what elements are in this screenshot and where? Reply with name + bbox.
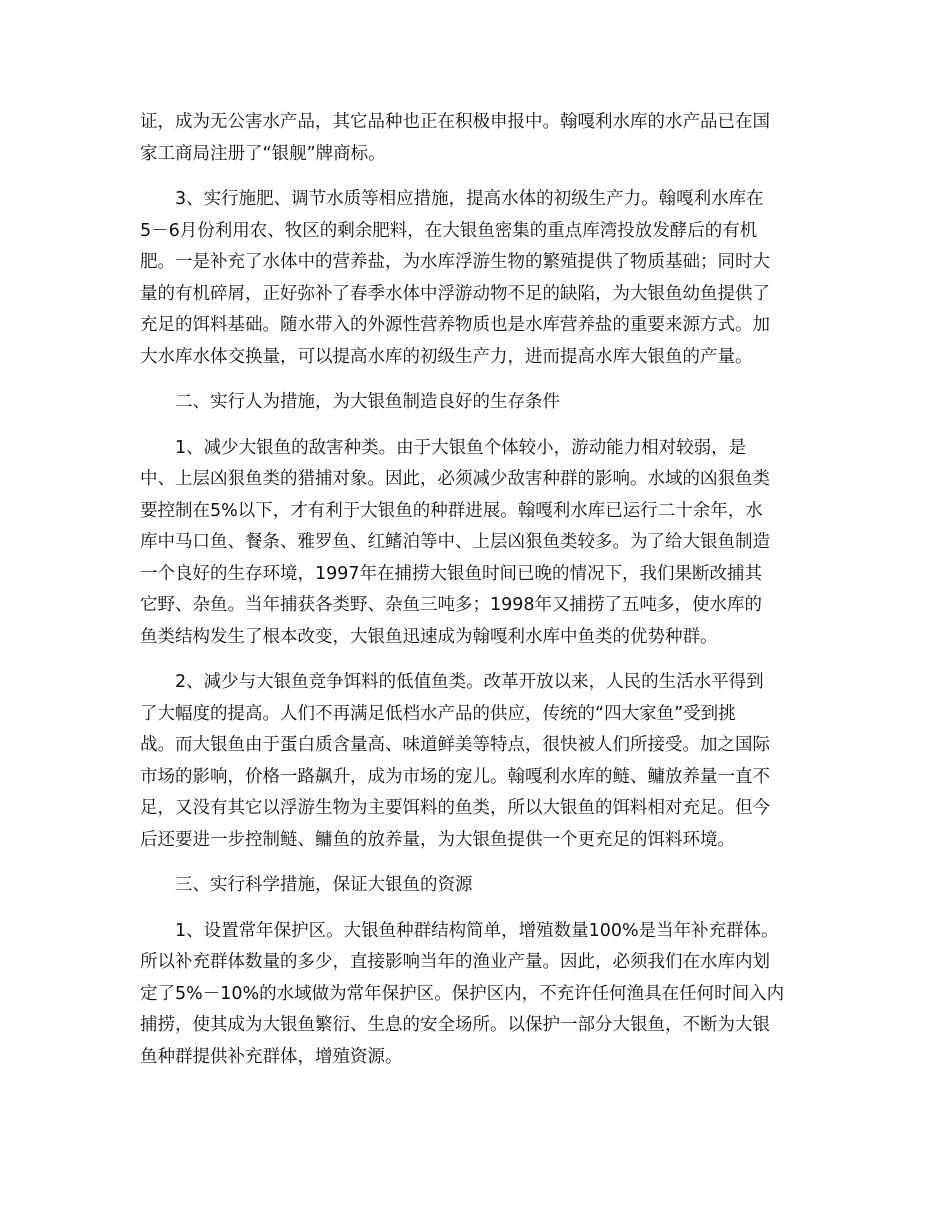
text-line: 证，成为无公害水产品，其它品种也正在积极申报中。翰嘎利水库的水产品已在国 — [140, 112, 770, 132]
paragraph-reduce-predators — [140, 433, 820, 654]
text-line: 量的有机碎屑，正好弥补了春季水体中浮游动物不足的缺陷，为大银鱼幼鱼提供了 — [140, 283, 770, 304]
text-line: 它野、杂鱼。当年捕获各类野、杂鱼三吨多；1998年又捕捞了五吨多，使水库的 — [140, 595, 763, 615]
text-line: 1、减少大银鱼的敌害种类。由于大银鱼个体较小，游动能力相对较弱，是 — [175, 437, 747, 458]
text-line: 鱼种群提供补充群体，增殖资源。 — [140, 1046, 403, 1067]
text-line: 1、设置常年保护区。大银鱼种群结构简单，增殖数量100%是当年补充群体。 — [175, 920, 779, 941]
document-body — [140, 107, 820, 1087]
text-line: 三、实行科学措施，保证大银鱼的资源 — [175, 875, 473, 895]
text-line: 足，又没有其它以浮游生物为主要饵料的鱼类，所以大银鱼的饵料相对充足。但今 — [140, 798, 770, 818]
section-heading-three — [140, 870, 820, 902]
paragraph-continuation — [140, 107, 820, 170]
text-line: 捕捞，使其成为大银鱼繁衍、生息的安全场所。以保护一部分大银鱼，不断为大银 — [140, 1015, 770, 1035]
text-line: 库中马口鱼、餐条、雅罗鱼、红鳍泊等中、上层凶狠鱼类较多。为了给大银鱼制造 — [140, 532, 770, 552]
text-line: 了大幅度的提高。人们不再满足低档水产品的供应，传统的“四大家鱼”受到挑 — [140, 703, 736, 724]
text-line: 所以补充群体数量的多少，直接影响当年的渔业产量。因此，必须我们在水库内划 — [140, 952, 770, 972]
text-line: 要控制在5%以下，才有利于大银鱼的种群进展。翰嘎利水库已运行二十余年，水 — [140, 500, 763, 521]
text-line: 中、上层凶狠鱼类的猎捕对象。因此，必须减少敌害种群的影响。水域的凶狠鱼类 — [140, 469, 770, 489]
text-line: 5－6月份利用农、牧区的剩余肥料，在大银鱼密集的重点库湾投放发酵后的有机 — [140, 220, 758, 241]
paragraph-reduce-competitors — [140, 667, 820, 856]
text-line: 定了5%－10%的水域做为常年保护区。保护区内，不充许任何渔具在任何时间入内 — [140, 983, 785, 1004]
text-line: 鱼类结构发生了根本改变，大银鱼迅速成为翰嘎利水库中鱼类的优势种群。 — [140, 626, 718, 647]
text-line: 一个良好的生存环境，1997年在捕捞大银鱼时间已晚的情况下，我们果断改捕其 — [140, 563, 763, 584]
paragraph-protected-area — [140, 916, 820, 1074]
text-line: 3、实行施肥、调节水质等相应措施，提高水体的初级生产力。翰嘎利水库在 — [175, 189, 764, 209]
text-line: 家工商局注册了“银舰”牌商标。 — [140, 143, 386, 164]
text-line: 后还要进一步控制鲢、鳙鱼的放养量，为大银鱼提供一个更充足的饵料环境。 — [140, 829, 735, 850]
paragraph-fertilization — [140, 184, 820, 373]
section-heading-two — [140, 387, 820, 419]
text-line: 肥。一是补充了水体中的营养盐，为水库浮游生物的繁殖提供了物质基础；同时大 — [140, 252, 770, 272]
text-line: 二、实行人为措施，为大银鱼制造良好的生存条件 — [175, 392, 560, 412]
text-line: 战。而大银鱼由于蛋白质含量高、味道鲜美等特点，很快被人们所接受。加之国际 — [140, 735, 770, 755]
text-line: 充足的饵料基础。随水带入的外源性营养物质也是水库营养盐的重要来源方式。加 — [140, 315, 770, 335]
text-line: 大水库水体交换量，可以提高水库的初级生产力，进而提高水库大银鱼的产量。 — [140, 346, 753, 367]
text-line: 市场的影响，价格一路飙升，成为市场的宠儿。翰嘎利水库的鲢、鳙放养量一直不 — [140, 766, 770, 787]
text-line: 2、减少与大银鱼竞争饵料的低值鱼类。改革开放以来，人民的生活水平得到 — [175, 672, 764, 692]
